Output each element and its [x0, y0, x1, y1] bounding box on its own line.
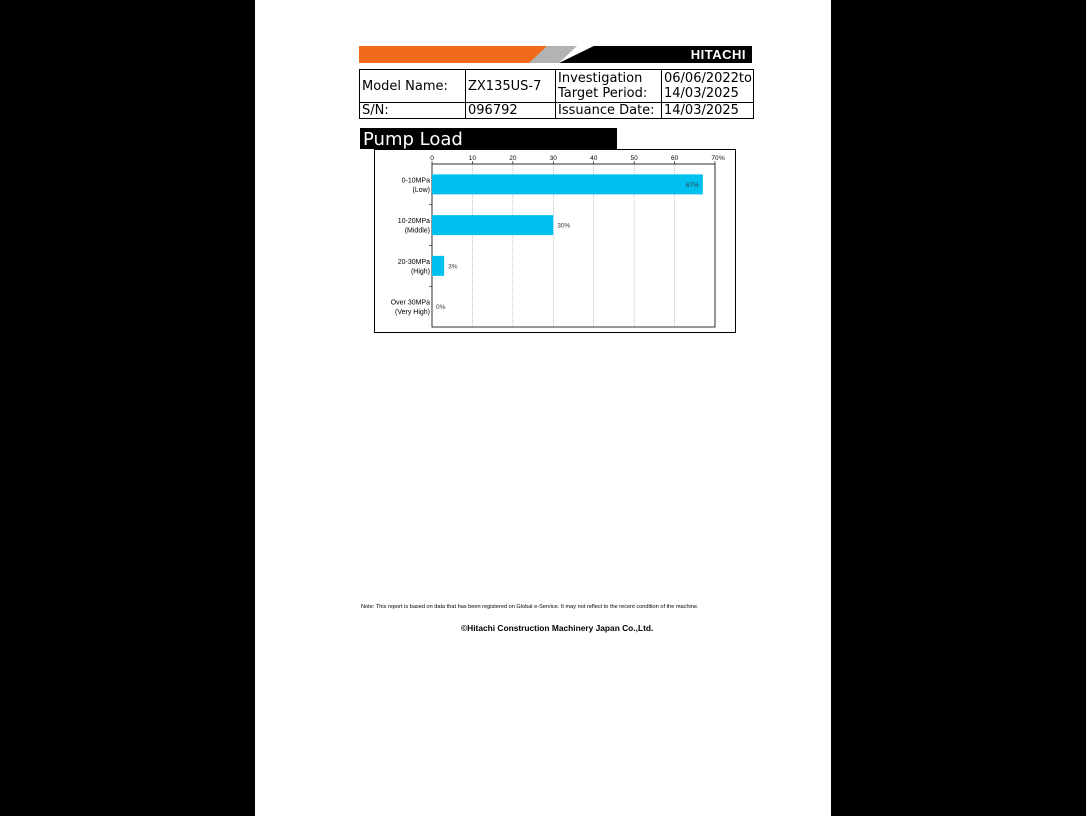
target-period-end: 14/03/2025 — [664, 86, 739, 101]
target-period-label-line1: Investigation — [558, 71, 643, 86]
target-period-start: 06/06/2022to — [664, 71, 752, 86]
company-name: ©Hitachi Construction Machinery Japan Co.,Ltd. — [461, 623, 654, 633]
x-tick-label: 0 — [430, 155, 434, 162]
category-label: Over 30MPa — [390, 299, 430, 307]
bar — [432, 256, 444, 276]
target-period-value — [662, 70, 754, 103]
section-title: Pump Load — [360, 128, 617, 149]
banner-orange-stripe — [359, 46, 547, 63]
target-period-label — [556, 70, 662, 103]
bar-value-label: 3% — [448, 263, 458, 271]
model-name-label: Model Name: — [360, 70, 466, 103]
serial-number-value: 096792 — [466, 103, 556, 119]
category-label: (Middle) — [404, 227, 430, 235]
bar-value-label: 30% — [557, 222, 571, 230]
header-banner — [359, 46, 752, 63]
x-tick-label: 50 — [630, 155, 638, 162]
x-tick-label: 60 — [670, 155, 679, 162]
category-label: (Very High) — [394, 309, 430, 317]
footer-note: Note: This report is based on data that has been registered on Global e-Service. It may not reflect to the recent condition of the machine. — [361, 604, 699, 610]
hitachi-logo: HITACHI — [690, 47, 746, 62]
x-tick-label: 20 — [509, 155, 517, 162]
x-tick-label: 30 — [549, 155, 557, 162]
chart-svg — [375, 150, 735, 332]
machine-info-table — [359, 69, 754, 119]
report-page — [255, 0, 831, 816]
bar — [432, 215, 553, 235]
category-label: (High) — [410, 268, 430, 276]
bar — [432, 174, 703, 194]
x-tick-label: 70 — [711, 155, 719, 162]
bar-value-label: 0% — [436, 304, 446, 312]
pump-load-chart — [374, 149, 736, 333]
x-tick-label: 40 — [590, 155, 598, 162]
target-period-label-line2: Target Period: — [558, 86, 648, 101]
category-label: 20-30MPa — [397, 258, 430, 266]
category-label: (Low) — [412, 186, 430, 194]
issuance-date-value: 14/03/2025 — [662, 103, 754, 119]
bar-value-label: 67% — [685, 181, 699, 189]
issuance-date-label: Issuance Date: — [556, 103, 662, 119]
model-name-value: ZX135US-7 — [466, 70, 556, 103]
x-unit-label: % — [719, 155, 725, 162]
category-label: 10-20MPa — [397, 218, 430, 226]
x-tick-label: 10 — [468, 155, 477, 162]
category-label: 0-10MPa — [401, 177, 430, 185]
serial-number-label: S/N: — [360, 103, 466, 119]
